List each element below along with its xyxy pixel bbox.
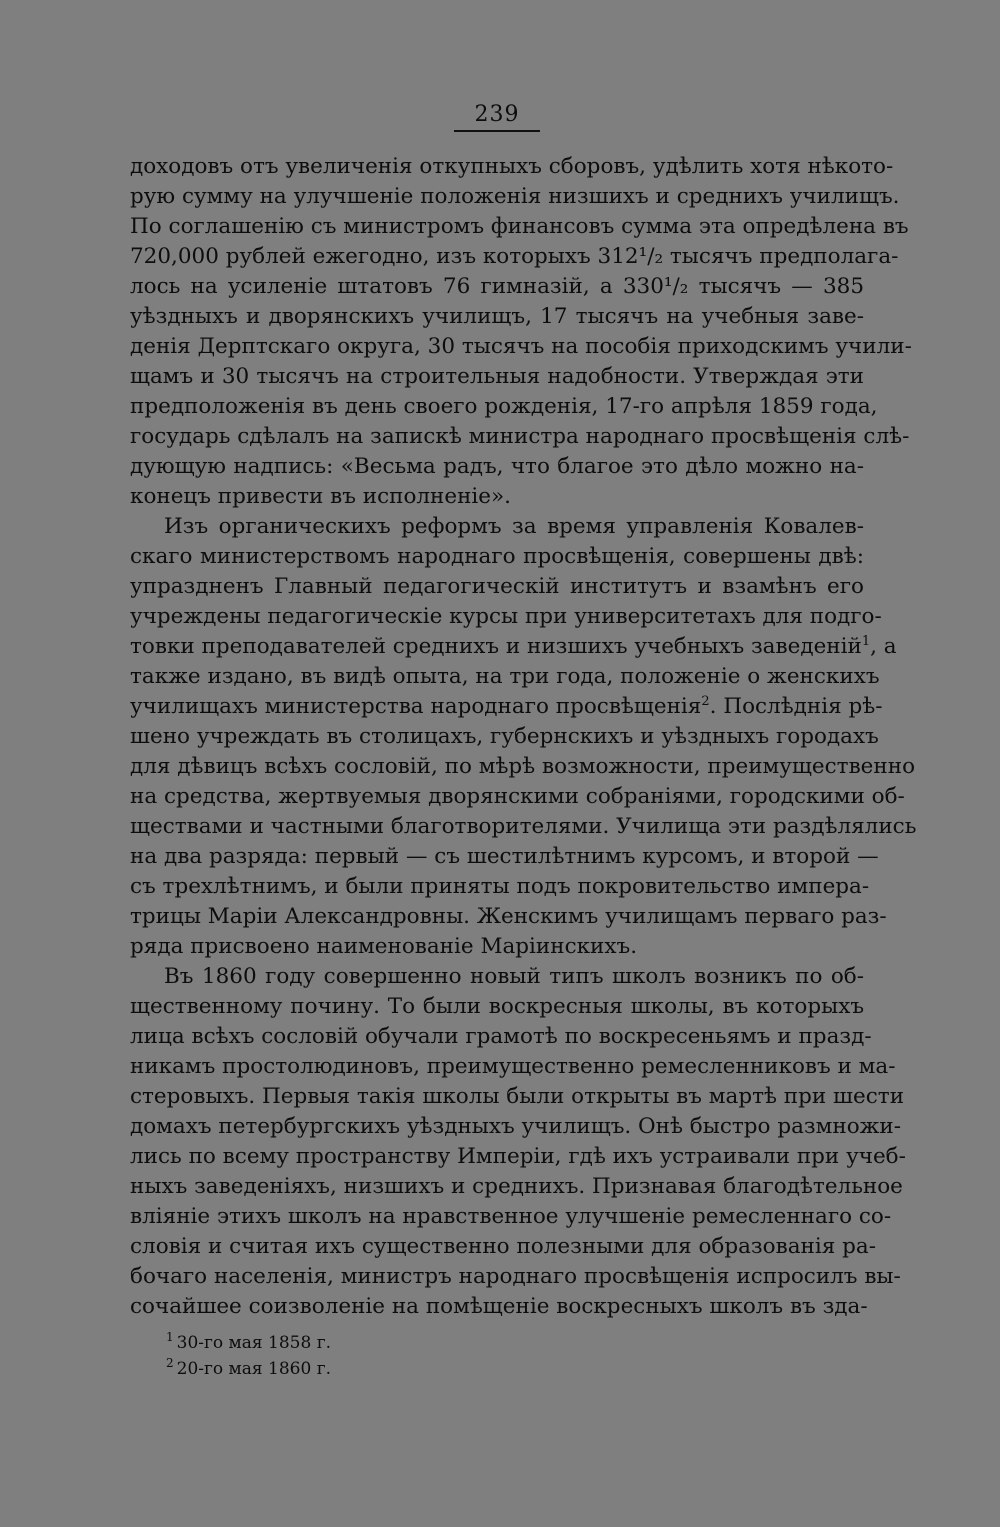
text-line: 720,000 рублей ежегодно, изъ которыхъ 312¹/₂ тысячъ предполага-: [130, 244, 899, 269]
text-line: [130, 692, 883, 722]
text-line: предположенія въ день своего рожденія, 17-го апрѣля 1859 года,: [130, 394, 878, 419]
page-number-rule: [454, 130, 540, 132]
text-line: сочайшее соизволеніе на помѣщеніе воскресныхъ школъ въ зда-: [130, 1294, 868, 1319]
text-line: вліяніе этихъ школъ на нравственное улучшеніе ремесленнаго со-: [130, 1204, 892, 1229]
text-line: ряда присвоено наименованіе Маріинскихъ.: [130, 934, 638, 959]
footnote-text: 20-го мая 1860 г.: [176, 1359, 332, 1379]
text-line: на два разряда: первый — съ шестилѣтнимъ курсомъ, и второй —: [130, 844, 879, 869]
text-line: лица всѣхъ сословій обучали грамотѣ по воскресеньямъ и празд-: [130, 1024, 872, 1049]
footnote: [166, 1356, 766, 1382]
text-line: доходовъ отъ увеличенія откупныхъ сборовъ, удѣлить хотя нѣкото-: [130, 154, 894, 179]
text-line: словія и считая ихъ существенно полезными для образованія ра-: [130, 1234, 876, 1259]
text-line: щамъ и 30 тысячъ на строительныя надобности. Утверждая эти: [130, 364, 864, 389]
footnote-mark: 2: [166, 1356, 174, 1371]
footnote-ref-2: 2: [701, 693, 710, 709]
text-line: на средства, жертвуемыя дворянскими собраніями, городскими об-: [130, 784, 905, 809]
text-line: учреждены педагогическіе курсы при университетахъ для подго-: [130, 604, 882, 629]
text-line: Въ 1860 году совершенно новый типъ школъ возникъ по об-: [164, 964, 864, 989]
text-line: съ трехлѣтнимъ, и были приняты подъ покровительство импера-: [130, 874, 870, 899]
text-line: государь сдѣлалъ на запискѣ министра народнаго просвѣщенія слѣ-: [130, 424, 910, 449]
text-line: конецъ привести въ исполненіе».: [130, 484, 512, 509]
text-line: для дѣвицъ всѣхъ сословій, по мѣрѣ возможности, преимущественно: [130, 754, 916, 779]
text-line: ществами и частными благотворителями. Училища эти раздѣлялись: [130, 814, 917, 839]
footnote-mark: 1: [166, 1330, 174, 1345]
text-line: дующую надпись: «Весьма радъ, что благое это дѣло можно на-: [130, 454, 864, 479]
text-line: денія Дерптскаго округа, 30 тысячъ на пособія приходскимъ учили-: [130, 334, 912, 359]
text-line: лось на усиленіе штатовъ 76 гимназій, а 330¹/₂ тысячъ — 385: [130, 274, 864, 299]
text-line: трицы Маріи Александровны. Женскимъ училищамъ перваго раз-: [130, 904, 887, 929]
page-number: 239: [474, 102, 520, 127]
text-line: щественному почину. То были воскресныя школы, въ которыхъ: [130, 994, 864, 1019]
footnote-ref-1: 1: [861, 633, 871, 649]
text-line: упраздненъ Главный педагогическій институтъ и взамѣнъ его: [130, 574, 864, 599]
footnote: [166, 1330, 766, 1356]
text-line: лись по всему пространству Имперіи, гдѣ ихъ устраивали при учеб-: [130, 1144, 906, 1169]
text-line: Изъ органическихъ реформъ за время управленія Ковалев-: [164, 514, 864, 539]
text-segment: товки преподавателей среднихъ и низшихъ учебныхъ заведеній: [130, 634, 862, 659]
body-text: [130, 152, 917, 1322]
text-line: уѣздныхъ и дворянскихъ училищъ, 17 тысячъ на учебныя заве-: [130, 304, 864, 329]
text-line: стеровыхъ. Первыя такія школы были открыты въ мартѣ при шести: [130, 1084, 905, 1109]
text-line: рую сумму на улучшеніе положенія низшихъ и среднихъ училищъ.: [130, 184, 900, 209]
text-segment: . Послѣднія рѣ-: [709, 694, 883, 719]
text-line: также издано, въ видѣ опыта, на три года, положеніе о женскихъ: [130, 664, 880, 689]
text-segment: училищахъ министерства народнаго просвѣщенія: [130, 694, 702, 719]
text-line: скаго министерствомъ народнаго просвѣщенія, совершены двѣ:: [130, 544, 864, 569]
text-segment: , а: [870, 634, 897, 659]
text-line: бочаго населенія, министръ народнаго просвѣщенія испросилъ вы-: [130, 1264, 901, 1289]
text-line: По соглашенію съ министромъ финансовъ сумма эта опредѣлена въ: [130, 214, 909, 239]
text-line: никамъ простолюдиновъ, преимущественно ремесленниковъ и ма-: [130, 1054, 896, 1079]
text-line: [130, 632, 897, 662]
text-line: ныхъ заведеніяхъ, низшихъ и среднихъ. Признавая благодѣтельное: [130, 1174, 903, 1199]
text-line: домахъ петербургскихъ уѣздныхъ училищъ. Онѣ быстро размножи-: [130, 1114, 902, 1139]
footnotes: [166, 1330, 766, 1382]
text-line: шено учреждать въ столицахъ, губернскихъ и уѣздныхъ городахъ: [130, 724, 879, 749]
footnote-text: 30-го мая 1858 г.: [176, 1333, 332, 1353]
